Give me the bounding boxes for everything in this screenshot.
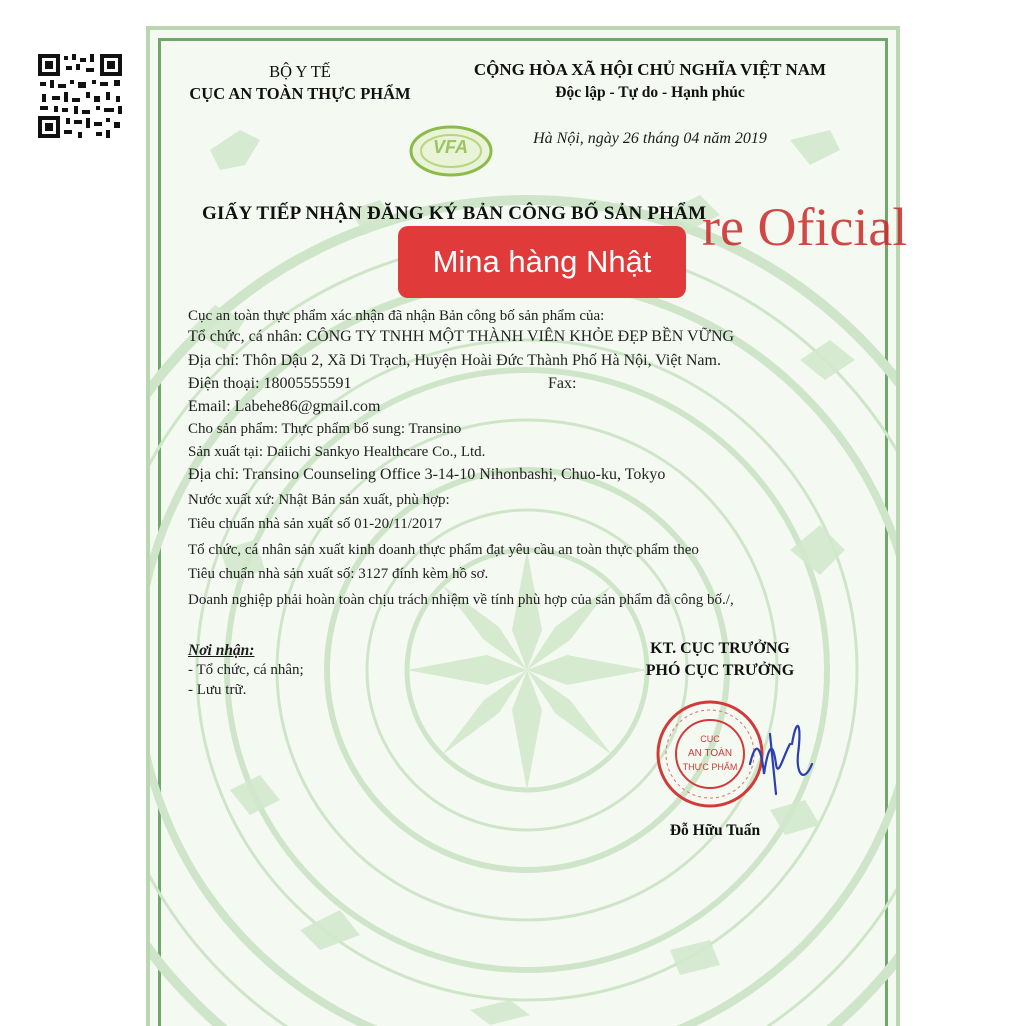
body-email: Email: Labehe86@gmail.com	[188, 398, 381, 415]
official-stamp-and-signature	[652, 694, 832, 814]
body-compliance-standard: Tiêu chuẩn nhà sản xuất số: 3127 đính kèm hồ sơ.	[188, 566, 489, 582]
body-fax: Fax:	[548, 375, 577, 392]
recipients-heading: Nơi nhận:	[188, 642, 255, 659]
body-organization: Tổ chức, cá nhân: CÔNG TY TNHH MỘT THÀNH VIÊN KHỎE ĐẸP BỀN VỮNG	[188, 328, 735, 345]
issue-date: Hà Nội, ngày 26 tháng 04 năm 2019	[533, 130, 767, 147]
signatory-title: PHÓ CỤC TRƯỞNG	[645, 662, 795, 679]
body-address: Địa chỉ: Thôn Dậu 2, Xã Di Trạch, Huyện Hoài Đức Thành Phố Hà Nội, Việt Nam.	[188, 352, 721, 369]
qr-code-icon	[36, 52, 124, 140]
certificate-document	[146, 26, 900, 1026]
signatory-name: Đỗ Hữu Tuấn	[669, 822, 761, 839]
national-motto: Độc lập - Tự do - Hạnh phúc	[555, 84, 745, 101]
body-compliance: Tổ chức, cá nhân sản xuất kinh doanh thực phẩm đạt yêu cầu an toàn thực phẩm theo	[188, 542, 699, 558]
document-title: GIẤY TIẾP NHẬN ĐĂNG KÝ BẢN CÔNG BỐ SẢN PHẨM	[202, 203, 707, 224]
red-stamp-icon	[658, 702, 762, 806]
svg-text:CỤC: CỤC	[700, 734, 720, 744]
shop-badge: Mina hàng Nhật	[398, 226, 686, 298]
svg-text:THỰC PHẨM: THỰC PHẨM	[682, 762, 738, 772]
svg-text:AN TOÀN: AN TOÀN	[687, 748, 733, 759]
body-manufacturer: Sản xuất tại: Daiichi Sankyo Healthcare Co., Ltd.	[188, 444, 486, 460]
department-name: CỤC AN TOÀN THỰC PHẨM	[189, 84, 411, 103]
signatory-role: KT. CỤC TRƯỞNG	[650, 640, 790, 657]
recipient-item: - Tổ chức, cá nhân;	[188, 662, 304, 678]
watermark-text: re Oficial	[702, 197, 908, 257]
recipient-item: - Lưu trữ.	[188, 682, 247, 698]
republic-name: CỘNG HÒA XÃ HỘI CHỦ NGHĨA VIỆT NAM	[473, 60, 827, 79]
body-standard: Tiêu chuẩn nhà sản xuất số 01-20/11/2017	[188, 516, 442, 532]
body-manufacturer-address: Địa chỉ: Transino Counseling Office 3-14-10 Nihonbashi, Chuo-ku, Tokyo	[188, 466, 666, 483]
body-product: Cho sản phẩm: Thực phẩm bổ sung: Transino	[188, 421, 462, 437]
ministry-name: BỘ Y TẾ	[269, 62, 331, 81]
body-responsibility: Doanh nghiệp phải hoàn toàn chịu trách nhiệm về tính phù hợp của sản phẩm đã công bố./,	[188, 592, 734, 608]
body-origin: Nước xuất xứ: Nhật Bản sản xuất, phù hợp:	[188, 492, 450, 508]
body-intro: Cục an toàn thực phẩm xác nhận đã nhận Bản công bố sản phẩm của:	[188, 308, 605, 324]
logo-text: VFA	[433, 137, 469, 157]
body-phone: Điện thoại: 18005555591	[188, 375, 352, 392]
